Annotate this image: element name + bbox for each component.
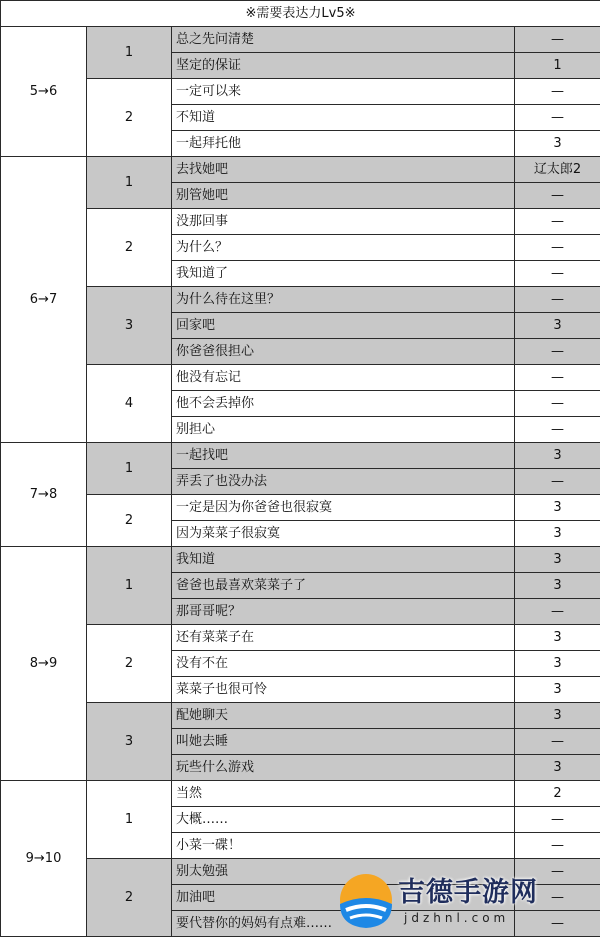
option-text: 为什么待在这里？	[172, 287, 515, 313]
option-value: —	[515, 339, 600, 365]
choice-row	[1, 287, 600, 313]
option-text: 还有菜菜子在	[172, 625, 515, 651]
option-value: 3	[515, 313, 600, 339]
option-value: —	[515, 287, 600, 313]
choice-number: 3	[87, 703, 172, 781]
option-value: 3	[515, 651, 600, 677]
option-value: —	[515, 391, 600, 417]
option-value: —	[515, 469, 600, 495]
option-value: —	[515, 599, 600, 625]
option-value: 3	[515, 573, 600, 599]
option-text: 一定是因为你爸爸也很寂寞	[172, 495, 515, 521]
choice-row	[1, 157, 600, 183]
option-text: 他不会丢掉你	[172, 391, 515, 417]
table-title: ※需要表达力Lv5※	[1, 1, 600, 27]
option-value: 3	[515, 547, 600, 573]
choice-number: 2	[87, 859, 172, 937]
option-text: 因为菜菜子很寂寞	[172, 521, 515, 547]
stage-label: 9→10	[1, 781, 87, 937]
option-value: —	[515, 807, 600, 833]
option-value: —	[515, 261, 600, 287]
choice-number: 3	[87, 287, 172, 365]
option-value: —	[515, 885, 600, 911]
option-text: 别太勉强	[172, 859, 515, 885]
option-value: —	[515, 911, 600, 937]
option-text: 加油吧	[172, 885, 515, 911]
option-value: 3	[515, 677, 600, 703]
option-text: 回家吧	[172, 313, 515, 339]
option-text: 为什么？	[172, 235, 515, 261]
option-value: 2	[515, 781, 600, 807]
option-text: 我知道	[172, 547, 515, 573]
option-value: —	[515, 27, 600, 53]
choice-row	[1, 79, 600, 105]
choice-row	[1, 547, 600, 573]
choice-number: 2	[87, 209, 172, 287]
option-value: 3	[515, 521, 600, 547]
option-text: 别担心	[172, 417, 515, 443]
option-text: 当然	[172, 781, 515, 807]
choice-number: 1	[87, 547, 172, 625]
watermark-domain: jdzhnl.com	[404, 911, 510, 925]
option-text: 叫她去睡	[172, 729, 515, 755]
choice-number: 1	[87, 27, 172, 79]
option-value: —	[515, 79, 600, 105]
stage-label: 5→6	[1, 27, 87, 157]
option-text: 总之先问清楚	[172, 27, 515, 53]
option-text: 你爸爸很担心	[172, 339, 515, 365]
option-value: —	[515, 859, 600, 885]
option-text: 配她聊天	[172, 703, 515, 729]
option-text: 一定可以来	[172, 79, 515, 105]
option-text: 大概……	[172, 807, 515, 833]
option-value: 3	[515, 755, 600, 781]
option-text: 没有不在	[172, 651, 515, 677]
option-text: 弄丢了也没办法	[172, 469, 515, 495]
option-text: 一起拜托他	[172, 131, 515, 157]
choice-row	[1, 703, 600, 729]
option-text: 小菜一碟！	[172, 833, 515, 859]
option-text: 没那回事	[172, 209, 515, 235]
option-value: 1	[515, 53, 600, 79]
choice-number: 1	[87, 157, 172, 209]
option-value: —	[515, 729, 600, 755]
choice-row	[1, 625, 600, 651]
option-text: 不知道	[172, 105, 515, 131]
choice-number: 2	[87, 495, 172, 547]
option-value: —	[515, 183, 600, 209]
option-text: 我知道了	[172, 261, 515, 287]
option-value: 3	[515, 703, 600, 729]
choice-number: 4	[87, 365, 172, 443]
choice-row	[1, 495, 600, 521]
option-value: —	[515, 833, 600, 859]
option-text: 一起找吧	[172, 443, 515, 469]
option-value: —	[515, 235, 600, 261]
option-text: 要代替你的妈妈有点难……	[172, 911, 515, 937]
watermark-brand: 吉德手游网	[398, 877, 538, 908]
option-text: 别管她吧	[172, 183, 515, 209]
option-value: 3	[515, 625, 600, 651]
choice-row	[1, 27, 600, 53]
option-value: 辽太郎2	[515, 157, 600, 183]
option-text: 去找她吧	[172, 157, 515, 183]
option-text: 玩些什么游戏	[172, 755, 515, 781]
option-value: 3	[515, 495, 600, 521]
choice-number: 2	[87, 79, 172, 157]
header-row	[1, 1, 600, 27]
stage-label: 6→7	[1, 157, 87, 443]
choice-row	[1, 781, 600, 807]
choice-row	[1, 365, 600, 391]
choice-number: 1	[87, 443, 172, 495]
option-value: 3	[515, 131, 600, 157]
option-text: 坚定的保证	[172, 53, 515, 79]
choice-number: 2	[87, 625, 172, 703]
option-text: 菜菜子也很可怜	[172, 677, 515, 703]
option-value: —	[515, 105, 600, 131]
choice-row	[1, 209, 600, 235]
table-body	[1, 27, 600, 937]
stage-label: 7→8	[1, 443, 87, 547]
stage-label: 8→9	[1, 547, 87, 781]
option-text: 那哥哥呢？	[172, 599, 515, 625]
option-text: 爸爸也最喜欢菜菜子了	[172, 573, 515, 599]
choice-number: 1	[87, 781, 172, 859]
choice-row	[1, 859, 600, 885]
option-value: —	[515, 417, 600, 443]
option-text: 他没有忘记	[172, 365, 515, 391]
option-value: —	[515, 209, 600, 235]
choice-row	[1, 443, 600, 469]
option-value: 3	[515, 443, 600, 469]
option-value: —	[515, 365, 600, 391]
